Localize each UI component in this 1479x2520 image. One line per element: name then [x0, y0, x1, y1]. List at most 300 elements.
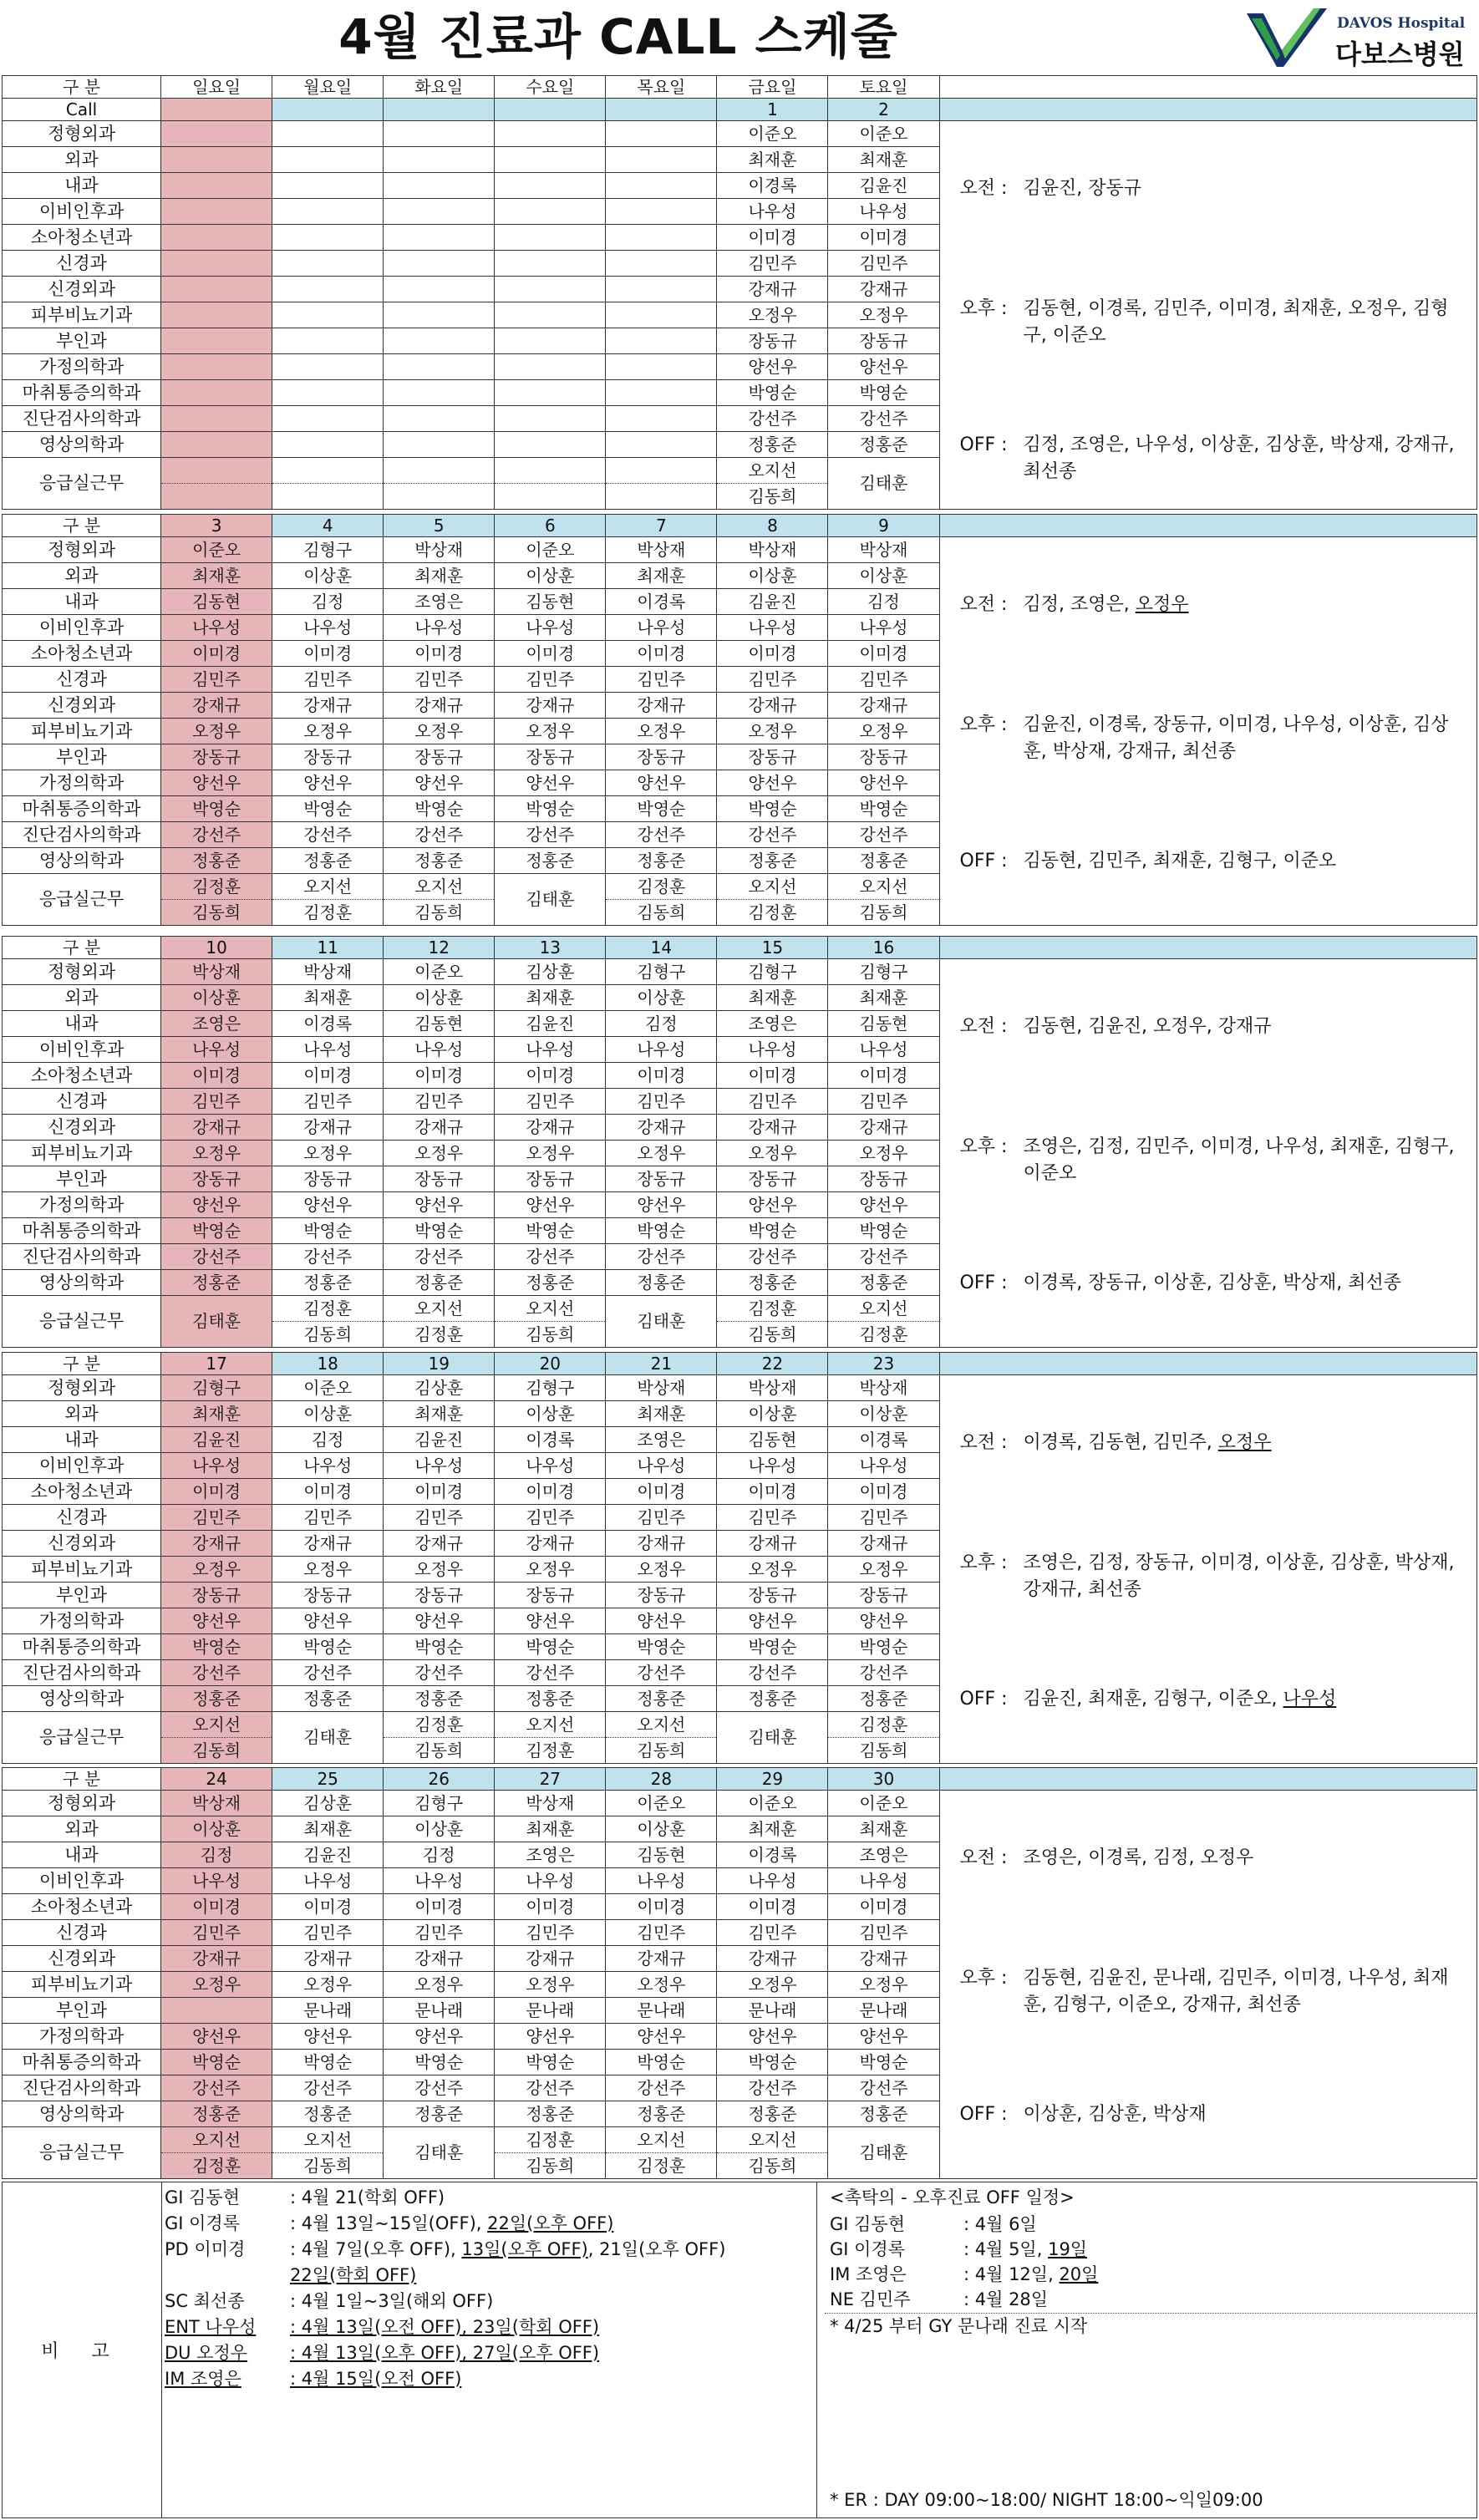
- pm-label: 오후 :: [959, 1136, 1008, 1157]
- date-cell: 17: [161, 1353, 272, 1375]
- doctor-cell: 양선우: [495, 770, 606, 796]
- doctor-cell: 조영은: [717, 1011, 828, 1037]
- department-label: 영상의학과: [3, 2101, 161, 2127]
- doctor-cell: 최재훈: [384, 1401, 495, 1427]
- doctor-cell: 정홍준: [606, 1270, 717, 1296]
- er-cell: 김태훈: [272, 1712, 384, 1764]
- doctor-cell: 강재규: [717, 1115, 828, 1141]
- department-label: 이비인후과: [3, 615, 161, 641]
- date-cell: [384, 99, 495, 121]
- doctor-cell: 김형구: [828, 959, 939, 985]
- note-text: : 4월 28일: [963, 2289, 1049, 2309]
- er-night: 김동희: [637, 902, 686, 922]
- er-day: 김정훈: [495, 2127, 605, 2153]
- er-day: [161, 458, 272, 484]
- department-label: 정형외과: [3, 121, 161, 147]
- week-summary: [939, 1375, 1476, 1764]
- doctor-cell: 최재훈: [384, 563, 495, 589]
- er-night: 김정훈: [637, 2156, 686, 2176]
- note-doctor: GI 김동현: [830, 2214, 905, 2234]
- note-item: [165, 2367, 461, 2390]
- doctor-cell: [495, 406, 606, 432]
- pm-doctors: [1024, 1134, 1470, 1187]
- doctor-cell: 나우성: [717, 1453, 828, 1479]
- doctor-cell: 오정우: [606, 1972, 717, 1998]
- doctor-cell: 문나래: [272, 1998, 384, 2024]
- doctor-cell: [384, 121, 495, 147]
- text-part: 김정, 조영은, 나우성, 이상훈, 김상훈, 박상재, 강재규, 최선종: [1023, 434, 1455, 482]
- am-line: [960, 1014, 1470, 1040]
- doctor-cell: 박상재: [828, 537, 939, 563]
- er-night: 김동희: [526, 2156, 575, 2176]
- doctor-cell: 강선주: [272, 1244, 384, 1270]
- date-cell: 9: [828, 515, 939, 537]
- doctor-cell: 김정: [272, 589, 384, 615]
- note-text: : 4월 13일(오전 OFF), 23일(학회 OFF): [290, 2317, 600, 2337]
- doctor-cell: 양선우: [606, 1608, 717, 1634]
- er-label: 응급실근무: [3, 2127, 161, 2179]
- er-day: 오지선: [717, 2127, 827, 2153]
- date-row: [3, 937, 1477, 959]
- doctor-cell: 김민주: [272, 1089, 384, 1115]
- date-cell: 14: [606, 937, 717, 959]
- department-label: 신경과: [3, 667, 161, 693]
- er-label: 응급실근무: [3, 1296, 161, 1348]
- doctor-cell: 나우성: [606, 615, 717, 641]
- date-cell: [495, 99, 606, 121]
- week-table-1: [2, 75, 1477, 510]
- er-cell: [828, 1296, 939, 1348]
- am-doctors: [1024, 592, 1470, 618]
- doctor-cell: 정홍준: [272, 2101, 384, 2127]
- doctor-cell: 정홍준: [495, 1686, 606, 1712]
- doctor-cell: 나우성: [717, 199, 828, 225]
- department-label: 진단검사의학과: [3, 2075, 161, 2101]
- department-label: 부인과: [3, 744, 161, 770]
- doctor-cell: [384, 380, 495, 406]
- off-line: [960, 432, 1470, 485]
- doctor-cell: 박영순: [717, 2050, 828, 2075]
- note-item: [165, 2238, 725, 2261]
- doctor-cell: 이경록: [272, 1011, 384, 1037]
- doctor-cell: [272, 173, 384, 199]
- notes-left: [165, 2182, 817, 2517]
- doctor-cell: 양선우: [272, 1608, 384, 1634]
- department-label: 신경과: [3, 1505, 161, 1531]
- doctor-cell: 강선주: [717, 822, 828, 848]
- doctor-cell: 강선주: [828, 822, 939, 848]
- doctor-cell: 김민주: [161, 1505, 272, 1531]
- doctor-cell: 이상훈: [495, 1401, 606, 1427]
- text-part: 김동현, 김윤진, 오정우, 강재규: [1023, 1016, 1272, 1037]
- doctor-cell: 강선주: [161, 2075, 272, 2101]
- department-label: 마취통증의학과: [3, 1218, 161, 1244]
- doctor-cell: 박상재: [384, 537, 495, 563]
- doctor-cell: 오정우: [161, 719, 272, 744]
- doctor-cell: 박영순: [495, 1634, 606, 1660]
- note-text: , 21일(오후 OFF): [587, 2239, 726, 2259]
- doctor-cell: 이미경: [384, 1894, 495, 1920]
- am-label: 오전 :: [959, 178, 1008, 199]
- date-row-blank: [939, 99, 1476, 121]
- table-row: [3, 121, 1477, 147]
- date-cell: [272, 99, 384, 121]
- er-night: [161, 484, 272, 509]
- department-label: 가정의학과: [3, 2024, 161, 2050]
- doctor-cell: 정홍준: [495, 2101, 606, 2127]
- department-label: 신경외과: [3, 277, 161, 302]
- doctor-cell: 정홍준: [495, 848, 606, 874]
- department-label: 영상의학과: [3, 848, 161, 874]
- doctor-cell: 강재규: [828, 693, 939, 719]
- doctor-cell: 오정우: [606, 1557, 717, 1583]
- doctor-cell: 김민주: [606, 1505, 717, 1531]
- department-label: 영상의학과: [3, 1686, 161, 1712]
- text-part: 김동현, 김민주, 최재훈, 김형구, 이준오: [1023, 851, 1337, 871]
- doctor-cell: 이경록: [495, 1427, 606, 1453]
- er-cell: [828, 874, 939, 926]
- off-label: OFF :: [959, 434, 1008, 455]
- doctor-cell: 이상훈: [606, 985, 717, 1011]
- doctor-cell: 강재규: [161, 1531, 272, 1557]
- doctor-cell: 강선주: [495, 2075, 606, 2101]
- doctor-cell: 양선우: [495, 2024, 606, 2050]
- doctor-cell: 김민주: [606, 1089, 717, 1115]
- doctor-cell: 오정우: [717, 719, 828, 744]
- er-day: 오지선: [828, 1296, 938, 1322]
- department-label: 소아청소년과: [3, 225, 161, 251]
- doctor-cell: 이미경: [606, 1894, 717, 1920]
- doctor-cell: [384, 328, 495, 354]
- doctor-cell: 이미경: [828, 1894, 939, 1920]
- doctor-cell: 오정우: [495, 1141, 606, 1166]
- week-table-5: [2, 1767, 1477, 2179]
- er-night: 김동희: [192, 1740, 241, 1760]
- doctor-cell: 강선주: [828, 406, 939, 432]
- date-cell: 3: [161, 515, 272, 537]
- doctor-cell: 강재규: [272, 1946, 384, 1972]
- note-text: : 4월 5일,: [963, 2239, 1049, 2259]
- doctor-cell: 오정우: [161, 1141, 272, 1166]
- note-doctor: GI 이경록: [165, 2213, 240, 2233]
- doctor-cell: 김정: [272, 1427, 384, 1453]
- date-cell: 2: [828, 99, 939, 121]
- er-night: 김정훈: [526, 1740, 575, 1760]
- department-label: 외과: [3, 563, 161, 589]
- er-day: 오지선: [828, 874, 938, 900]
- doctor-cell: 강선주: [384, 1660, 495, 1686]
- doctor-cell: 김형구: [606, 959, 717, 985]
- doctor-cell: 김민주: [717, 1505, 828, 1531]
- doctor-cell: 김윤진: [161, 1427, 272, 1453]
- er-day: 오지선: [384, 874, 494, 900]
- er-cell: 김태훈: [828, 458, 939, 510]
- er-night: 김동희: [526, 1324, 575, 1344]
- doctor-cell: [606, 147, 717, 173]
- doctor-cell: 이상훈: [384, 1816, 495, 1842]
- text-part: 김윤진, 장동규: [1023, 178, 1142, 199]
- doctor-cell: 양선우: [161, 770, 272, 796]
- doctor-cell: [161, 173, 272, 199]
- note-doctor: GI 김동현: [165, 2187, 240, 2208]
- date-row-blank: [939, 1768, 1476, 1791]
- text-part: 나우성: [1283, 1689, 1337, 1710]
- doctor-cell: 박영순: [717, 1634, 828, 1660]
- doctor-cell: [384, 432, 495, 458]
- doctor-cell: 박영순: [384, 2050, 495, 2075]
- doctor-cell: 정홍준: [384, 2101, 495, 2127]
- am-doctors: [1024, 1845, 1470, 1872]
- doctor-cell: 이미경: [161, 1063, 272, 1089]
- doctor-cell: [161, 302, 272, 328]
- doctor-cell: 강재규: [717, 277, 828, 302]
- day-header: 일요일: [161, 76, 272, 99]
- doctor-cell: 정홍준: [161, 848, 272, 874]
- date-cell: 15: [717, 937, 828, 959]
- doctor-cell: 오정우: [384, 719, 495, 744]
- doctor-cell: 김형구: [495, 1375, 606, 1401]
- doctor-cell: 이미경: [717, 641, 828, 667]
- doctor-cell: 이경록: [717, 173, 828, 199]
- doctor-cell: 김민주: [495, 1920, 606, 1946]
- am-label: 오전 :: [959, 1016, 1008, 1037]
- doctor-cell: 강재규: [606, 1115, 717, 1141]
- note-text: : 4월 15일(오전 OFF): [290, 2369, 462, 2389]
- doctor-cell: [606, 225, 717, 251]
- doctor-cell: 강재규: [828, 1115, 939, 1141]
- date-cell: 25: [272, 1768, 384, 1791]
- pm-label: 오후 :: [959, 1968, 1008, 1989]
- doctor-cell: 강재규: [828, 277, 939, 302]
- department-label: 내과: [3, 1011, 161, 1037]
- note-text: : 4월 13일~15일(OFF),: [290, 2213, 488, 2233]
- doctor-cell: 강재규: [495, 1115, 606, 1141]
- doctor-cell: [495, 354, 606, 380]
- doctor-cell: 정홍준: [606, 1686, 717, 1712]
- doctor-cell: 양선우: [272, 1192, 384, 1218]
- doctor-cell: 박영순: [606, 1218, 717, 1244]
- doctor-cell: 이미경: [828, 1479, 939, 1505]
- doctor-cell: 장동규: [384, 744, 495, 770]
- doctor-cell: 김형구: [384, 1791, 495, 1816]
- doctor-cell: 강재규: [272, 1531, 384, 1557]
- doctor-cell: 박영순: [717, 1218, 828, 1244]
- am-line: [960, 175, 1470, 202]
- doctor-cell: 강재규: [161, 1946, 272, 1972]
- doctor-cell: 이경록: [717, 1842, 828, 1868]
- date-cell: 1: [717, 99, 828, 121]
- department-label: 마취통증의학과: [3, 2050, 161, 2075]
- doctor-cell: 김민주: [384, 667, 495, 693]
- doctor-cell: 강재규: [384, 693, 495, 719]
- doctor-cell: 박상재: [272, 959, 384, 985]
- doctor-cell: 이미경: [272, 1894, 384, 1920]
- doctor-cell: 김민주: [384, 1089, 495, 1115]
- department-label: 이비인후과: [3, 1453, 161, 1479]
- doctor-cell: 이미경: [161, 641, 272, 667]
- day-header: 수요일: [495, 76, 606, 99]
- text-part: 김정, 조영은,: [1023, 594, 1136, 615]
- department-label: 진단검사의학과: [3, 1244, 161, 1270]
- er-night: 김동희: [859, 1740, 908, 1760]
- off-doctors: [1024, 432, 1470, 485]
- er-cell: 김태훈: [606, 1296, 717, 1348]
- er-day: 오지선: [161, 2127, 272, 2153]
- off-line: [960, 1686, 1470, 1713]
- department-label: 소아청소년과: [3, 641, 161, 667]
- doctor-cell: 장동규: [717, 1166, 828, 1192]
- doctor-cell: 이경록: [828, 1427, 939, 1453]
- doctor-cell: 박영순: [717, 796, 828, 822]
- doctor-cell: 장동규: [161, 1583, 272, 1608]
- doctor-cell: 최재훈: [717, 147, 828, 173]
- doctor-cell: 이준오: [161, 537, 272, 563]
- er-night: 김정훈: [859, 1324, 908, 1344]
- table-row: [3, 959, 1477, 985]
- department-label: 가정의학과: [3, 1608, 161, 1634]
- doctor-cell: 양선우: [828, 1608, 939, 1634]
- doctor-cell: 강선주: [828, 1244, 939, 1270]
- doctor-cell: 나우성: [384, 1868, 495, 1894]
- doctor-cell: 강재규: [384, 1946, 495, 1972]
- date-row: [3, 1768, 1477, 1791]
- pm-label: 오후 :: [959, 1552, 1008, 1573]
- contract-off-title: <촉탁의 - 오후진료 OFF 일정>: [830, 2187, 1075, 2208]
- er-night: 김동희: [859, 902, 908, 922]
- week-table-4: [2, 1352, 1477, 1764]
- er-night: 김정훈: [303, 902, 353, 922]
- er-cell: [272, 874, 384, 926]
- doctor-cell: 오정우: [717, 1141, 828, 1166]
- note-text: : 4월 21(학회 OFF): [290, 2187, 445, 2208]
- er-cell: [272, 458, 384, 510]
- doctor-cell: 나우성: [717, 615, 828, 641]
- department-label: 마취통증의학과: [3, 380, 161, 406]
- doctor-cell: 이미경: [717, 225, 828, 251]
- doctor-cell: 강선주: [606, 822, 717, 848]
- hospital-logo: [1245, 7, 1471, 69]
- department-label: 마취통증의학과: [3, 1634, 161, 1660]
- doctor-cell: 이상훈: [828, 563, 939, 589]
- department-label: 진단검사의학과: [3, 1660, 161, 1686]
- date-cell: [606, 99, 717, 121]
- doctor-cell: 강재규: [161, 1115, 272, 1141]
- doctor-cell: 나우성: [828, 615, 939, 641]
- contract-off-item: [830, 2213, 1037, 2236]
- department-label: 신경과: [3, 1089, 161, 1115]
- section-label: 구 분: [3, 1353, 161, 1375]
- off-label: OFF :: [959, 851, 1008, 871]
- doctor-cell: 정홍준: [384, 1686, 495, 1712]
- er-day: 오지선: [717, 874, 827, 900]
- date-cell: 12: [384, 937, 495, 959]
- doctor-cell: 최재훈: [161, 1401, 272, 1427]
- doctor-cell: 오정우: [272, 719, 384, 744]
- er-night: 김정훈: [414, 1324, 464, 1344]
- doctor-cell: 나우성: [495, 1453, 606, 1479]
- doctor-cell: 이미경: [606, 641, 717, 667]
- doctor-cell: 김윤진: [828, 173, 939, 199]
- doctor-cell: 박영순: [161, 1634, 272, 1660]
- doctor-cell: 박영순: [606, 1634, 717, 1660]
- doctor-cell: [161, 121, 272, 147]
- department-label: 신경과: [3, 1920, 161, 1946]
- doctor-cell: 장동규: [828, 328, 939, 354]
- doctor-cell: 이미경: [717, 1479, 828, 1505]
- note-item: [165, 2315, 599, 2339]
- doctor-cell: 장동규: [272, 744, 384, 770]
- doctor-cell: [161, 432, 272, 458]
- doctor-cell: 오정우: [828, 719, 939, 744]
- doctor-cell: [272, 225, 384, 251]
- doctor-cell: 양선우: [717, 1608, 828, 1634]
- doctor-cell: [495, 302, 606, 328]
- doctor-cell: 오정우: [161, 1557, 272, 1583]
- day-header: 토요일: [828, 76, 939, 99]
- doctor-cell: 이상훈: [384, 985, 495, 1011]
- date-cell: 30: [828, 1768, 939, 1791]
- doctor-cell: 박영순: [161, 796, 272, 822]
- doctor-cell: 정홍준: [717, 1686, 828, 1712]
- doctor-cell: 나우성: [272, 1868, 384, 1894]
- doctor-cell: 최재훈: [495, 1816, 606, 1842]
- pm-line: [960, 712, 1470, 765]
- doctor-cell: 박상재: [717, 537, 828, 563]
- doctor-cell: [272, 432, 384, 458]
- pm-line: [960, 1550, 1470, 1603]
- logo-english: DAVOS Hospital: [1337, 15, 1466, 32]
- doctor-cell: 장동규: [384, 1583, 495, 1608]
- date-cell: 7: [606, 515, 717, 537]
- doctor-cell: 정홍준: [828, 848, 939, 874]
- department-label: 가정의학과: [3, 770, 161, 796]
- doctor-cell: 조영은: [384, 589, 495, 615]
- text-part: 이상훈, 김상훈, 박상재: [1023, 2104, 1207, 2125]
- doctor-cell: 강선주: [606, 1660, 717, 1686]
- text-part: 오정우: [1217, 1432, 1272, 1453]
- department-label: 소아청소년과: [3, 1063, 161, 1089]
- doctor-cell: 오정우: [606, 719, 717, 744]
- doctor-cell: 이미경: [272, 641, 384, 667]
- doctor-cell: [606, 354, 717, 380]
- doctor-cell: [161, 225, 272, 251]
- doctor-cell: 양선우: [495, 1192, 606, 1218]
- doctor-cell: [161, 380, 272, 406]
- doctor-cell: [384, 251, 495, 277]
- doctor-cell: 나우성: [161, 1037, 272, 1063]
- doctor-cell: [495, 121, 606, 147]
- doctor-cell: 양선우: [828, 1192, 939, 1218]
- department-label: 피부비뇨기과: [3, 1141, 161, 1166]
- doctor-cell: 양선우: [161, 2024, 272, 2050]
- doctor-cell: 나우성: [717, 1868, 828, 1894]
- doctor-cell: 장동규: [717, 1583, 828, 1608]
- doctor-cell: 박영순: [495, 2050, 606, 2075]
- doctor-cell: 이미경: [495, 641, 606, 667]
- off-doctors: [1024, 848, 1470, 875]
- doctor-cell: [161, 199, 272, 225]
- off-line: [960, 1270, 1470, 1297]
- er-night: 김동희: [748, 1324, 797, 1344]
- doctor-cell: [606, 251, 717, 277]
- doctor-cell: 김상훈: [384, 1375, 495, 1401]
- department-label: 소아청소년과: [3, 1894, 161, 1920]
- er-cell: 김태훈: [161, 1296, 272, 1348]
- doctor-cell: 장동규: [495, 1583, 606, 1608]
- er-day: 김정훈: [272, 1296, 383, 1322]
- doctor-cell: 나우성: [161, 615, 272, 641]
- doctor-cell: 김민주: [828, 1505, 939, 1531]
